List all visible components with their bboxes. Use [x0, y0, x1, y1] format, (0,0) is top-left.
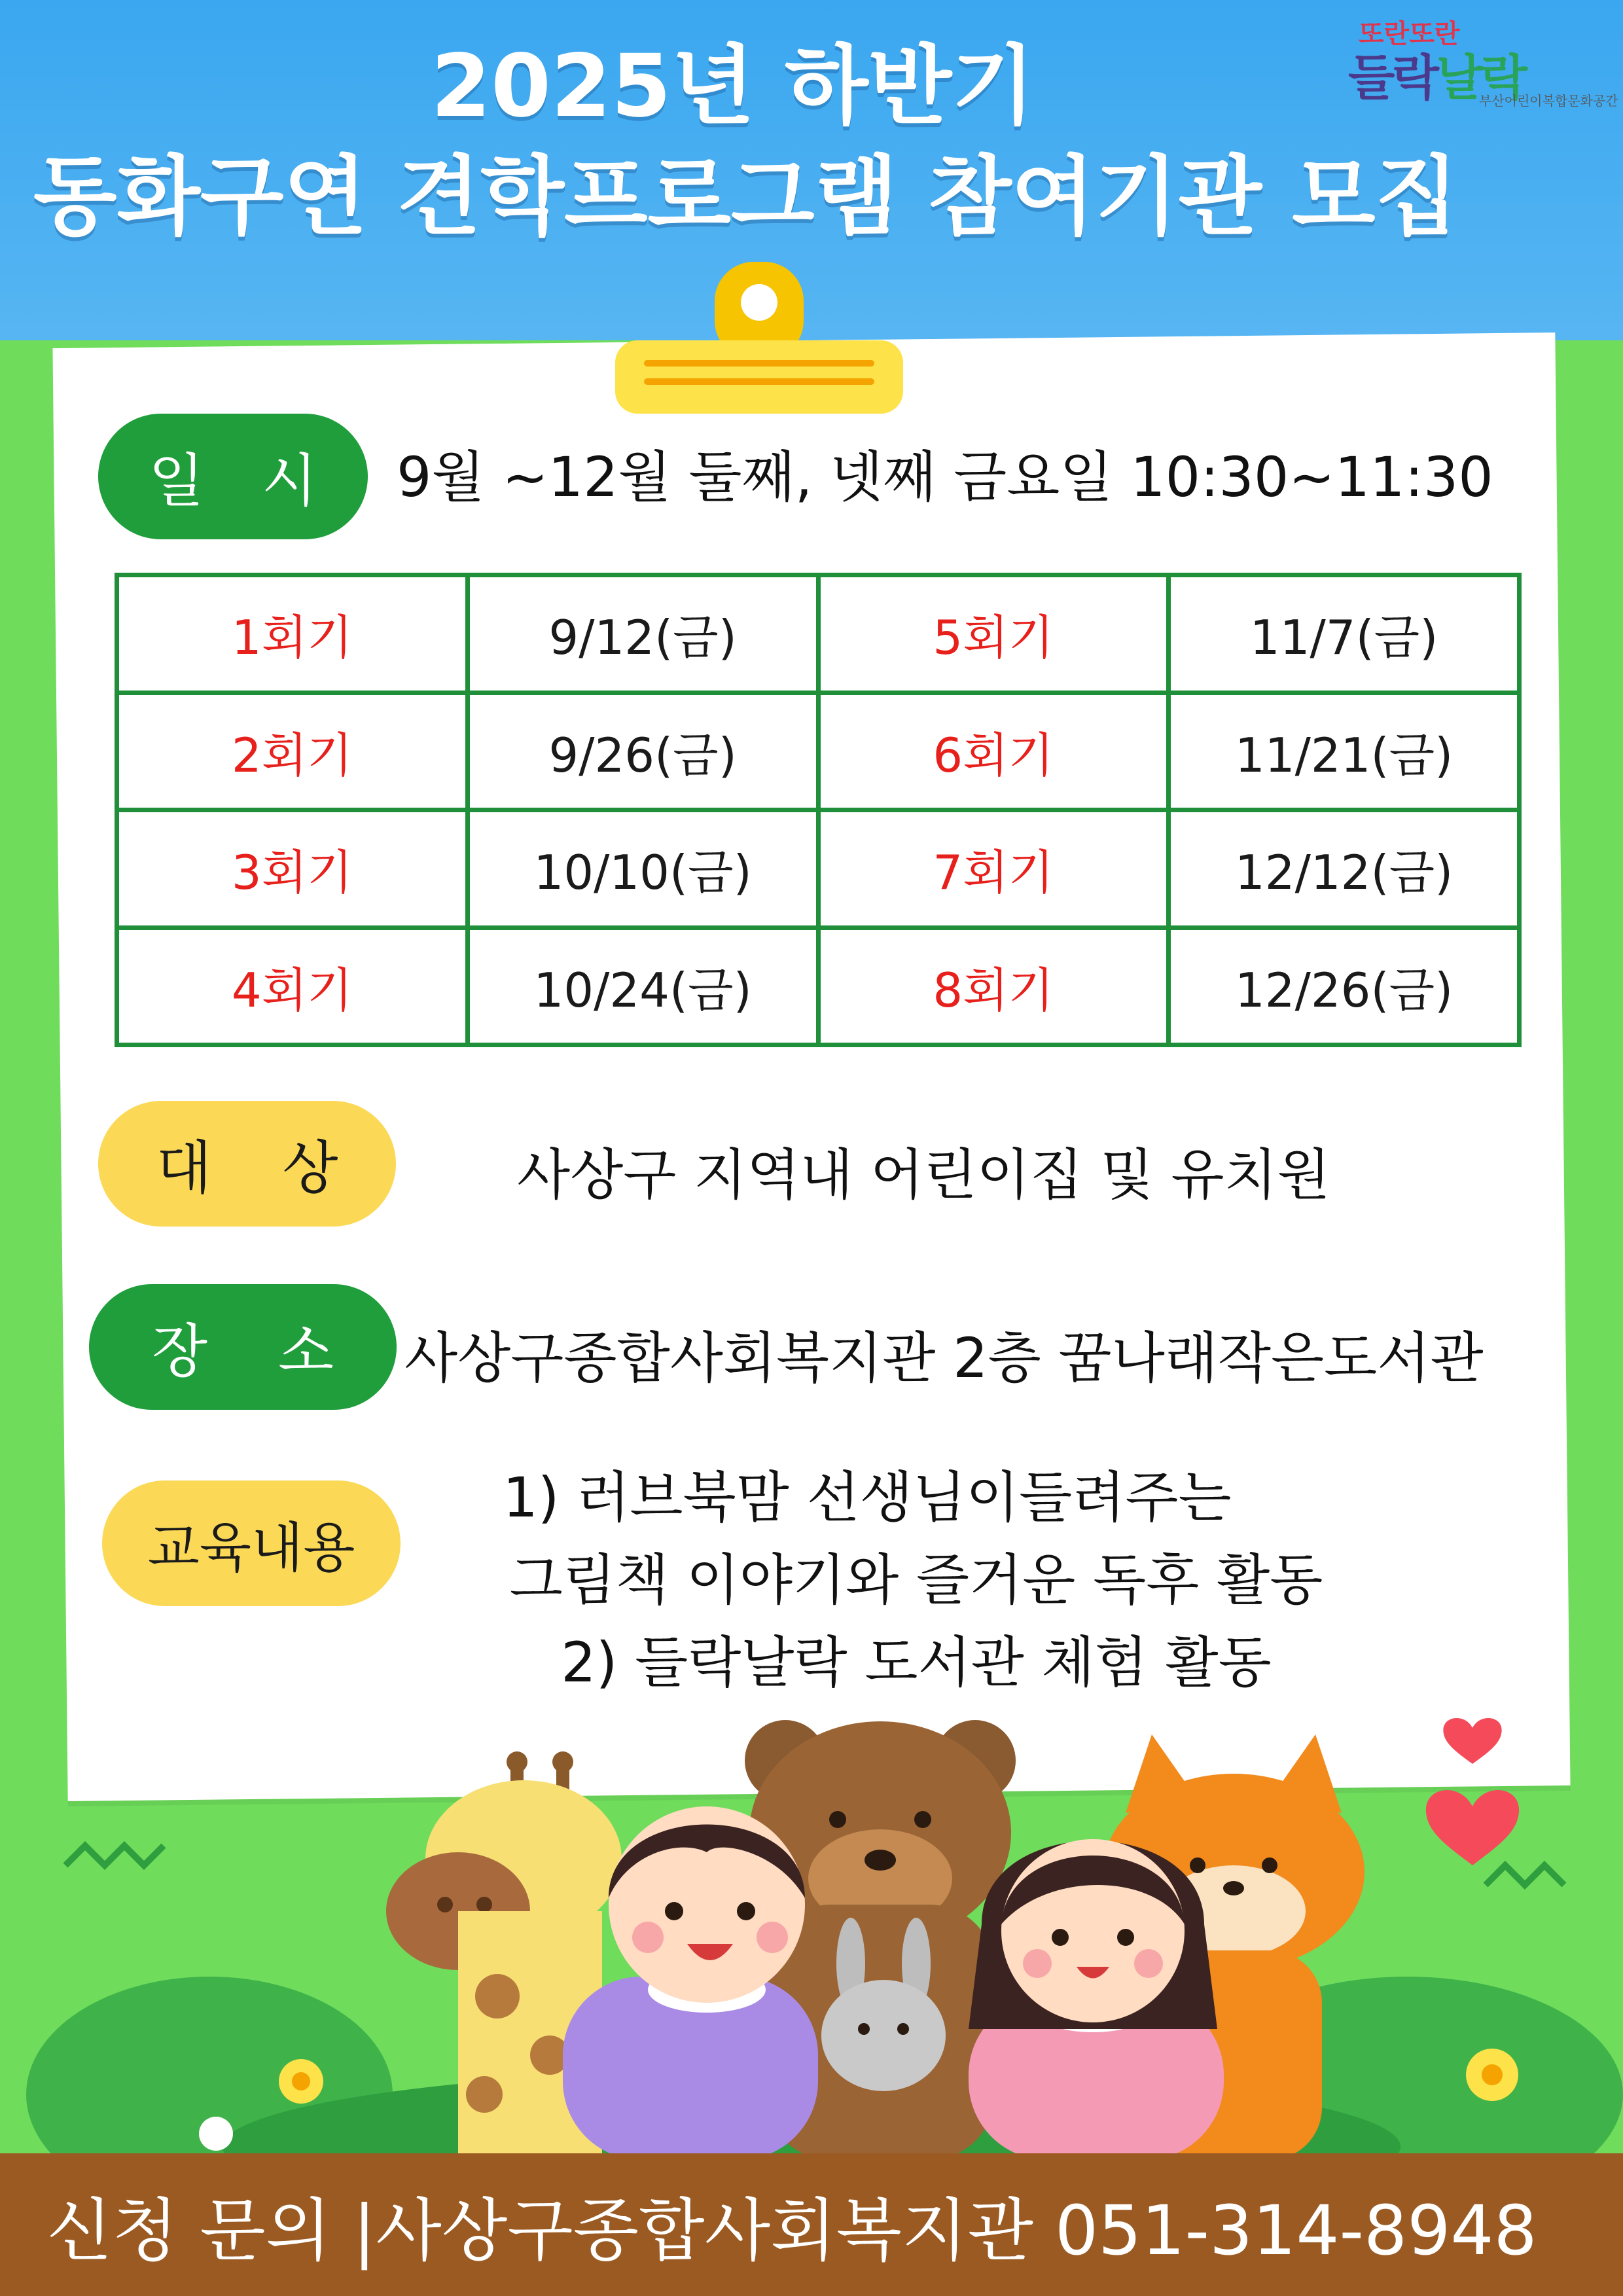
- place-label-pill: [89, 1284, 397, 1410]
- logo-top-text: 또란또란: [1359, 19, 1460, 49]
- heart-icon: [1426, 1790, 1519, 1865]
- education-content: [393, 1456, 1440, 1704]
- schedule-text: 9월 ~12월 둘째, 넷째 금요일 10:30~11:30: [397, 445, 1493, 509]
- session-date: 11/7(금): [1169, 575, 1520, 693]
- session-label: 2회기: [117, 692, 468, 810]
- target-text: 사상구 지역내 어린이집 및 유치원: [517, 1143, 1330, 1207]
- session-date: 10/10(금): [467, 810, 818, 928]
- education-line-1: 1) 러브북맘 선생님이들려주는: [503, 1465, 1232, 1530]
- session-label: 3회기: [117, 810, 468, 928]
- place-text: 사상구종합사회복지관 2층 꿈나래작은도서관: [404, 1326, 1484, 1390]
- library-logo: [1348, 13, 1618, 109]
- logo-sub-text: 부산어린이복합문화공간: [1479, 93, 1618, 109]
- session-label: 6회기: [818, 692, 1169, 810]
- session-date: 9/26(금): [467, 692, 818, 810]
- session-label: 8회기: [818, 927, 1169, 1045]
- target-label: 대 상: [156, 1134, 338, 1202]
- target-label-pill: [98, 1101, 396, 1227]
- education-line-2: 그림책 이야기와 즐거운 독후 활동: [509, 1548, 1323, 1612]
- schedule-label: 일 시: [149, 447, 317, 514]
- session-date: 10/24(금): [467, 927, 818, 1045]
- contact-footer: [0, 2153, 1623, 2296]
- education-line-3: 2) 들락날락 도서관 체험 활동: [561, 1630, 1272, 1695]
- schedule-row: [117, 810, 1520, 928]
- children-animals-illustration: [0, 1689, 1623, 2160]
- place-label: 장 소: [152, 1318, 334, 1385]
- grass-zigzag-icon: [65, 1846, 164, 1865]
- clipboard-clip-icon: [615, 262, 903, 419]
- schedule-label-pill: [98, 414, 368, 539]
- title-line-1: 2025년 하반기: [431, 36, 1035, 137]
- session-label: 5회기: [818, 575, 1169, 693]
- session-label: 1회기: [117, 575, 468, 693]
- schedule-table: [115, 573, 1522, 1047]
- schedule-row: [117, 927, 1520, 1045]
- session-date: 12/12(금): [1169, 810, 1520, 928]
- schedule-row: [117, 692, 1520, 810]
- logo-main-b: 날락: [1436, 50, 1525, 106]
- session-label: 4회기: [117, 927, 468, 1045]
- contact-text: 신청 문의 |사상구종합사회복지관 051-314-8948: [46, 2191, 1537, 2270]
- logo-main-a: 들락: [1348, 50, 1436, 106]
- schedule-row: [117, 575, 1520, 693]
- session-date: 12/26(금): [1169, 927, 1520, 1045]
- session-date: 11/21(금): [1169, 692, 1520, 810]
- session-date: 9/12(금): [467, 575, 818, 693]
- girl-icon: [969, 1839, 1224, 2160]
- title-line-2: 동화구연 견학프로그램 참여기관 모집: [33, 146, 1459, 247]
- session-label: 7회기: [818, 810, 1169, 928]
- education-label: 교육내용: [147, 1516, 355, 1579]
